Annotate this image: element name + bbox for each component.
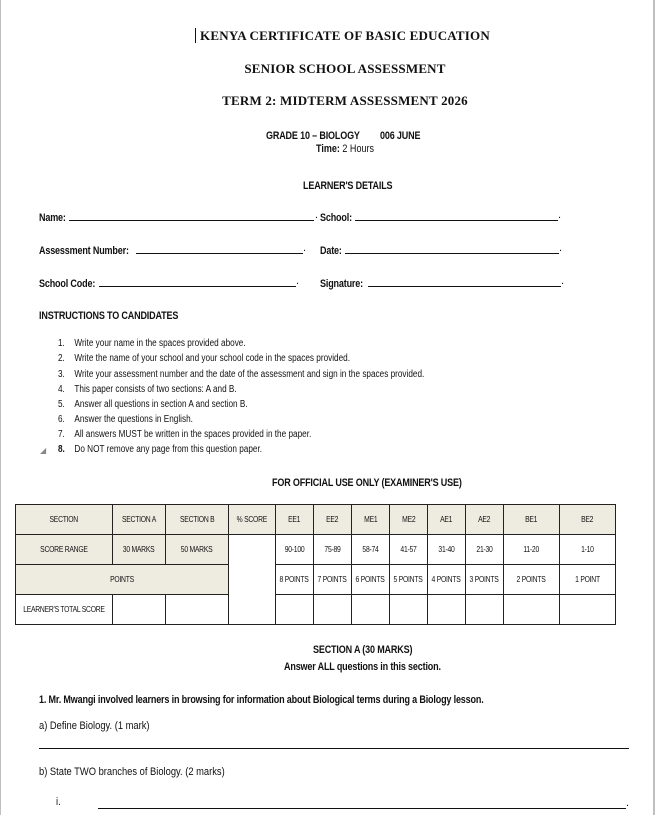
table-cell: 1-10 xyxy=(559,535,615,565)
table-header-cell: SECTION B xyxy=(165,505,228,535)
be2-score-cell[interactable] xyxy=(559,595,615,625)
assessment-number-field[interactable] xyxy=(136,253,303,254)
paper-code xyxy=(380,126,429,144)
page-border-left xyxy=(0,0,1,815)
table-row xyxy=(16,535,616,565)
table-cell: 21-30 xyxy=(465,535,503,565)
table-cell: 41-57 xyxy=(389,535,427,565)
school-code-dot: . xyxy=(296,275,300,287)
school-label: School: xyxy=(320,212,352,224)
grade-line xyxy=(266,126,380,144)
time-line xyxy=(316,143,374,155)
table-header-cell: % SCORE xyxy=(228,505,275,535)
table-header-cell: BE1 xyxy=(503,505,559,535)
instructions-heading: INSTRUCTIONS TO CANDIDATES xyxy=(39,310,179,322)
table-cell: 8 POINTS xyxy=(275,565,313,595)
me2-score-cell[interactable] xyxy=(389,595,427,625)
ee1-score-cell[interactable] xyxy=(275,595,313,625)
question-1a: a) Define Biology. (1 mark) xyxy=(39,720,150,732)
table-cell: 4 POINTS xyxy=(427,565,465,595)
grade-label: GRADE 10 – BIOLOGY xyxy=(266,130,360,142)
table-header-cell: EE1 xyxy=(275,505,313,535)
table-cell: 2 POINTS xyxy=(503,565,559,595)
learner-details-heading: LEARNER'S DETAILS xyxy=(303,180,393,192)
ae1-score-cell[interactable] xyxy=(427,595,465,625)
table-row xyxy=(16,565,616,595)
name-field[interactable] xyxy=(69,220,314,221)
table-header-cell: ME1 xyxy=(351,505,389,535)
date-field[interactable] xyxy=(345,253,559,254)
answer-1b-i-label: i. xyxy=(56,796,61,808)
signature-field[interactable] xyxy=(368,286,561,287)
be1-score-cell[interactable] xyxy=(503,595,559,625)
table-cell: 7 POINTS xyxy=(313,565,351,595)
question-1: 1. Mr. Mwangi involved learners in browsing for information about Biological terms during a Biology lesson. xyxy=(39,694,484,706)
table-header-cell: AE1 xyxy=(427,505,465,535)
section-a-score-cell[interactable] xyxy=(112,595,165,625)
instruction-item: 1. Write your name in the spaces provided above. xyxy=(58,338,246,349)
table-header-cell: EE2 xyxy=(313,505,351,535)
official-use-heading: FOR OFFICIAL USE ONLY (EXAMINER'S USE) xyxy=(272,477,462,489)
name-dot: . xyxy=(315,209,319,221)
table-header-cell: ME2 xyxy=(389,505,427,535)
table-row xyxy=(16,505,616,535)
table-cell: 6 POINTS xyxy=(351,565,389,595)
time-value: 2 Hours xyxy=(342,143,375,155)
table-cell: 31-40 xyxy=(427,535,465,565)
school-field[interactable] xyxy=(355,220,558,221)
header-line3: TERM 2: MIDTERM ASSESSMENT 2026 xyxy=(222,93,468,108)
header-line1: KENYA CERTIFICATE OF BASIC EDUCATION xyxy=(200,28,490,43)
instruction-item: 6. Answer the questions in English. xyxy=(58,414,193,425)
table-cell: 58-74 xyxy=(351,535,389,565)
date-label: Date: xyxy=(320,245,342,257)
table-row xyxy=(16,595,616,625)
table-header-cell: AE2 xyxy=(465,505,503,535)
name-label: Name: xyxy=(39,212,66,224)
ae2-score-cell[interactable] xyxy=(465,595,503,625)
collapse-triangle-icon[interactable]: ◢ xyxy=(40,446,47,455)
school-code-label: School Code: xyxy=(39,278,96,290)
table-cell: 11-20 xyxy=(503,535,559,565)
ee2-score-cell[interactable] xyxy=(313,595,351,625)
time-label: Time: xyxy=(316,143,340,155)
answer-1b-i-dot: . xyxy=(626,797,630,809)
signature-label: Signature: xyxy=(320,278,363,290)
section-a-title: SECTION A (30 MARKS) xyxy=(313,644,413,656)
section-b-score-cell[interactable] xyxy=(165,595,228,625)
answer-line-1b-i[interactable] xyxy=(98,808,626,809)
total-score-label-cell: LEARNER'S TOTAL SCORE xyxy=(16,595,113,625)
header-line2: SENIOR SCHOOL ASSESSMENT xyxy=(244,61,446,76)
table-header-cell: SECTION A xyxy=(112,505,165,535)
instruction-item: 3. Write your assessment number and the date of the assessment and sign in the spaces provided. xyxy=(58,369,425,380)
school-code-field[interactable] xyxy=(99,286,296,287)
table-cell: 30 MARKS xyxy=(112,535,165,565)
me1-score-cell[interactable] xyxy=(351,595,389,625)
answer-line-1a[interactable] xyxy=(39,748,629,749)
table-cell: 5 POINTS xyxy=(389,565,427,595)
instruction-item: 8. Do NOT remove any page from this question paper. xyxy=(58,444,263,455)
table-header-cell: SECTION xyxy=(16,505,113,535)
instruction-item: 4. This paper consists of two sections: A and B. xyxy=(58,384,237,395)
paper-code-label: 006 JUNE xyxy=(380,130,421,142)
points-label-cell: POINTS xyxy=(16,565,229,595)
assessment-number-dot: . xyxy=(303,242,307,254)
percent-score-cell[interactable] xyxy=(228,535,275,625)
section-a-subtitle: Answer ALL questions in this section. xyxy=(284,661,441,673)
table-cell: 3 POINTS xyxy=(465,565,503,595)
assessment-number-label: Assessment Number: xyxy=(39,245,129,257)
date-dot: . xyxy=(559,242,563,254)
table-cell: 50 MARKS xyxy=(165,535,228,565)
table-cell: 1 POINT xyxy=(559,565,615,595)
signature-dot: . xyxy=(561,275,565,287)
table-cell: 75-89 xyxy=(313,535,351,565)
question-1b: b) State TWO branches of Biology. (2 marks) xyxy=(39,766,225,778)
instruction-item: 2. Write the name of your school and your school code in the spaces provided. xyxy=(58,353,351,364)
table-header-cell: BE2 xyxy=(559,505,615,535)
instruction-item: 5. Answer all questions in section A and section B. xyxy=(58,399,248,410)
table-cell: 90-100 xyxy=(275,535,313,565)
table-cell: SCORE RANGE xyxy=(16,535,113,565)
instruction-item: 7. All answers MUST be written in the spaces provided in the paper. xyxy=(58,429,312,440)
school-dot: . xyxy=(558,209,562,221)
score-table xyxy=(15,504,616,625)
